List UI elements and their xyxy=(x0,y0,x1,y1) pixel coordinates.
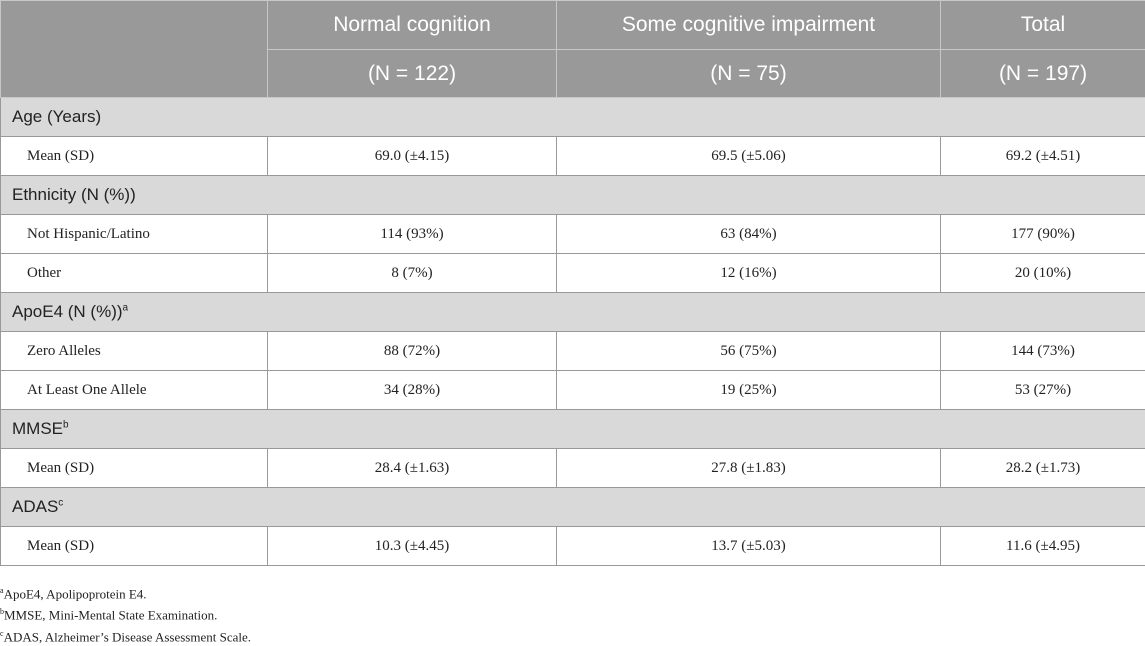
section-row-mmse xyxy=(1,410,1145,449)
table-row xyxy=(1,332,1145,371)
footnote: $^c$ADAS, Alzheimer’s Disease Assessment Scale. xyxy=(0,625,251,646)
cell-total: 20 (10%) xyxy=(941,254,1145,293)
footnote: $^b$MMSE, Mini-Mental State Examination. xyxy=(0,603,251,624)
cell-normal-cognition: 34 (28%) xyxy=(268,371,557,410)
cell-total: 53 (27%) xyxy=(941,371,1145,410)
row-label: Mean (SD) xyxy=(1,449,268,488)
section-row-adas xyxy=(1,488,1145,527)
cell-some-impairment: 12 (16%) xyxy=(557,254,941,293)
section-title: ApoE4 (N (%))$^a$ xyxy=(1,293,1145,332)
row-label: Zero Alleles xyxy=(1,332,268,371)
cell-some-impairment: 63 (84%) xyxy=(557,215,941,254)
col-header-total: Total xyxy=(941,1,1145,50)
col-header-normal-cognition: Normal cognition xyxy=(268,1,557,50)
cell-total: 177 (90%) xyxy=(941,215,1145,254)
col-header-some-impairment: Some cognitive impairment xyxy=(557,1,941,50)
cell-normal-cognition: 88 (72%) xyxy=(268,332,557,371)
footnote: $^a$ApoE4, Apolipoprotein E4. xyxy=(0,582,251,603)
table-row xyxy=(1,371,1145,410)
table-footnotes xyxy=(0,582,251,646)
cell-normal-cognition: 114 (93%) xyxy=(268,215,557,254)
table-row xyxy=(1,254,1145,293)
cell-some-impairment: 13.7 (±5.03) xyxy=(557,527,941,566)
footnote-marker: c xyxy=(58,497,63,508)
cell-total: 28.2 (±1.73) xyxy=(941,449,1145,488)
footnote-marker: b xyxy=(63,419,69,430)
cell-some-impairment: 27.8 (±1.83) xyxy=(557,449,941,488)
header-blank-cell xyxy=(1,1,268,50)
row-label: Not Hispanic/Latino xyxy=(1,215,268,254)
cell-some-impairment: 56 (75%) xyxy=(557,332,941,371)
cell-normal-cognition: 8 (7%) xyxy=(268,254,557,293)
cell-total: 144 (73%) xyxy=(941,332,1145,371)
row-label: Mean (SD) xyxy=(1,137,268,176)
table-row xyxy=(1,215,1145,254)
row-label: At Least One Allele xyxy=(1,371,268,410)
section-title: Ethnicity (N (%)) xyxy=(1,176,1145,215)
cell-some-impairment: 69.5 (±5.06) xyxy=(557,137,941,176)
cell-some-impairment: 19 (25%) xyxy=(557,371,941,410)
table-header xyxy=(1,1,1145,98)
section-row-age xyxy=(1,98,1145,137)
section-row-apoe4 xyxy=(1,293,1145,332)
table-row xyxy=(1,449,1145,488)
cell-normal-cognition: 69.0 (±4.15) xyxy=(268,137,557,176)
cell-total: 11.6 (±4.95) xyxy=(941,527,1145,566)
section-title: MMSE$^b$ xyxy=(1,410,1145,449)
row-label: Other xyxy=(1,254,268,293)
table-row xyxy=(1,527,1145,566)
col-n-some-impairment: (N = 75) xyxy=(557,50,941,98)
cell-total: 69.2 (±4.51) xyxy=(941,137,1145,176)
cell-normal-cognition: 28.4 (±1.63) xyxy=(268,449,557,488)
cell-normal-cognition: 10.3 (±4.45) xyxy=(268,527,557,566)
header-blank-cell xyxy=(1,50,268,98)
footnote-marker: a xyxy=(123,302,129,313)
table-row xyxy=(1,137,1145,176)
col-n-normal-cognition: (N = 122) xyxy=(268,50,557,98)
row-label: Mean (SD) xyxy=(1,527,268,566)
section-row-ethnicity xyxy=(1,176,1145,215)
section-title: ADAS$^c$ xyxy=(1,488,1145,527)
col-n-total: (N = 197) xyxy=(941,50,1145,98)
section-title: Age (Years) xyxy=(1,98,1145,137)
